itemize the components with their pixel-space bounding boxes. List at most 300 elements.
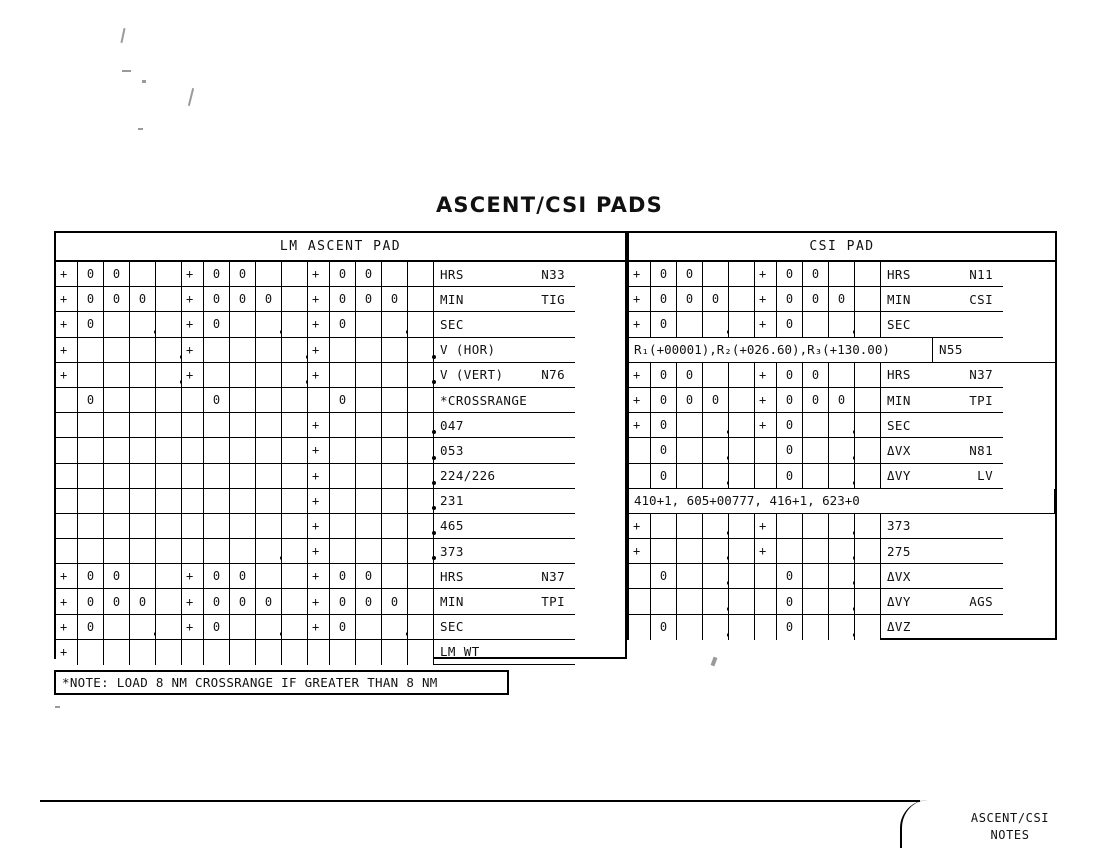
lm-ascent-cell[interactable]: 0 — [130, 589, 156, 614]
lm-ascent-cell[interactable] — [282, 615, 308, 640]
csi-cell[interactable] — [729, 312, 755, 337]
lm-ascent-cell[interactable] — [230, 312, 256, 337]
csi-cell[interactable] — [651, 589, 677, 614]
lm-ascent-cell[interactable] — [282, 413, 308, 438]
csi-cell[interactable] — [677, 413, 703, 438]
lm-ascent-cell[interactable] — [282, 388, 308, 413]
lm-ascent-cell[interactable]: + — [182, 262, 204, 287]
lm-ascent-cell[interactable]: + — [56, 640, 78, 665]
lm-ascent-cell[interactable] — [330, 363, 356, 388]
lm-ascent-cell[interactable]: + — [182, 287, 204, 312]
csi-cell[interactable] — [829, 539, 855, 564]
lm-ascent-cell[interactable] — [382, 514, 408, 539]
csi-cell[interactable] — [829, 514, 855, 539]
lm-ascent-cell[interactable] — [78, 539, 104, 564]
csi-cell[interactable] — [703, 413, 729, 438]
lm-ascent-cell[interactable] — [204, 363, 230, 388]
csi-cell[interactable] — [803, 312, 829, 337]
lm-ascent-cell[interactable]: 0 — [230, 287, 256, 312]
lm-ascent-cell[interactable] — [256, 615, 282, 640]
csi-cell[interactable]: + — [629, 388, 651, 413]
csi-cell[interactable] — [629, 438, 651, 463]
csi-cell[interactable]: 0 — [651, 312, 677, 337]
lm-ascent-cell[interactable]: + — [308, 338, 330, 363]
lm-ascent-cell[interactable]: 0 — [382, 287, 408, 312]
lm-ascent-cell[interactable]: 0 — [330, 312, 356, 337]
lm-ascent-cell[interactable] — [56, 438, 78, 463]
csi-cell[interactable]: 0 — [777, 564, 803, 589]
lm-ascent-cell[interactable] — [156, 589, 182, 614]
lm-ascent-cell[interactable] — [408, 514, 434, 539]
lm-ascent-cell[interactable]: + — [182, 589, 204, 614]
lm-ascent-cell[interactable]: 0 — [104, 287, 130, 312]
lm-ascent-cell[interactable] — [408, 489, 434, 514]
lm-ascent-cell[interactable] — [56, 464, 78, 489]
lm-ascent-cell[interactable]: + — [308, 413, 330, 438]
lm-ascent-cell[interactable] — [408, 539, 434, 564]
csi-cell[interactable] — [855, 363, 881, 388]
csi-cell[interactable] — [855, 262, 881, 287]
lm-ascent-cell[interactable]: + — [308, 262, 330, 287]
csi-cell[interactable] — [729, 464, 755, 489]
lm-ascent-cell[interactable] — [256, 413, 282, 438]
lm-ascent-cell[interactable]: 0 — [204, 287, 230, 312]
csi-cell[interactable]: + — [629, 539, 651, 564]
lm-ascent-cell[interactable]: + — [56, 363, 78, 388]
lm-ascent-cell[interactable]: 0 — [130, 287, 156, 312]
csi-cell[interactable] — [855, 438, 881, 463]
lm-ascent-cell[interactable] — [408, 312, 434, 337]
csi-cell[interactable]: + — [755, 514, 777, 539]
lm-ascent-cell[interactable] — [282, 539, 308, 564]
lm-ascent-cell[interactable] — [230, 640, 256, 665]
lm-ascent-cell[interactable]: 0 — [356, 287, 382, 312]
lm-ascent-cell[interactable] — [104, 388, 130, 413]
lm-ascent-cell[interactable]: + — [56, 564, 78, 589]
lm-ascent-cell[interactable] — [330, 438, 356, 463]
csi-cell[interactable] — [629, 564, 651, 589]
lm-ascent-cell[interactable] — [256, 262, 282, 287]
csi-cell[interactable]: 0 — [803, 262, 829, 287]
lm-ascent-cell[interactable]: 0 — [230, 564, 256, 589]
lm-ascent-cell[interactable]: 0 — [330, 262, 356, 287]
csi-cell[interactable] — [855, 312, 881, 337]
csi-cell[interactable] — [855, 589, 881, 614]
lm-ascent-cell[interactable]: 0 — [204, 564, 230, 589]
csi-cell[interactable]: 0 — [777, 312, 803, 337]
lm-ascent-cell[interactable]: 0 — [78, 388, 104, 413]
lm-ascent-cell[interactable] — [130, 615, 156, 640]
lm-ascent-cell[interactable] — [330, 338, 356, 363]
csi-cell[interactable]: 0 — [677, 262, 703, 287]
csi-cell[interactable] — [777, 539, 803, 564]
lm-ascent-cell[interactable] — [156, 438, 182, 463]
lm-ascent-cell[interactable] — [104, 640, 130, 665]
csi-cell[interactable]: 0 — [777, 438, 803, 463]
lm-ascent-cell[interactable] — [330, 539, 356, 564]
lm-ascent-cell[interactable] — [156, 539, 182, 564]
lm-ascent-cell[interactable] — [182, 388, 204, 413]
lm-ascent-cell[interactable] — [382, 312, 408, 337]
lm-ascent-cell[interactable] — [230, 338, 256, 363]
lm-ascent-cell[interactable] — [408, 464, 434, 489]
csi-cell[interactable] — [829, 438, 855, 463]
csi-cell[interactable] — [829, 589, 855, 614]
lm-ascent-cell[interactable] — [408, 589, 434, 614]
lm-ascent-cell[interactable] — [130, 388, 156, 413]
lm-ascent-cell[interactable] — [56, 514, 78, 539]
csi-cell[interactable]: 0 — [777, 589, 803, 614]
csi-cell[interactable] — [803, 589, 829, 614]
lm-ascent-cell[interactable] — [204, 464, 230, 489]
lm-ascent-cell[interactable]: + — [56, 615, 78, 640]
csi-cell[interactable] — [677, 539, 703, 564]
lm-ascent-cell[interactable] — [78, 514, 104, 539]
csi-cell[interactable] — [677, 589, 703, 614]
lm-ascent-cell[interactable] — [182, 539, 204, 564]
csi-cell[interactable] — [629, 464, 651, 489]
csi-cell[interactable]: 0 — [777, 615, 803, 640]
csi-cell[interactable] — [703, 312, 729, 337]
csi-cell[interactable]: 0 — [677, 363, 703, 388]
lm-ascent-cell[interactable] — [156, 338, 182, 363]
lm-ascent-cell[interactable] — [382, 438, 408, 463]
csi-cell[interactable]: 0 — [803, 363, 829, 388]
lm-ascent-cell[interactable] — [104, 514, 130, 539]
lm-ascent-cell[interactable] — [204, 338, 230, 363]
lm-ascent-cell[interactable] — [104, 312, 130, 337]
csi-cell[interactable]: 0 — [677, 388, 703, 413]
lm-ascent-cell[interactable] — [356, 489, 382, 514]
lm-ascent-cell[interactable] — [230, 489, 256, 514]
lm-ascent-cell[interactable] — [356, 312, 382, 337]
csi-cell[interactable]: 0 — [829, 388, 855, 413]
lm-ascent-cell[interactable] — [130, 438, 156, 463]
csi-cell[interactable] — [677, 312, 703, 337]
csi-cell[interactable] — [729, 388, 755, 413]
lm-ascent-cell[interactable]: + — [308, 287, 330, 312]
csi-cell[interactable]: 0 — [777, 262, 803, 287]
csi-cell[interactable]: 0 — [703, 388, 729, 413]
lm-ascent-cell[interactable] — [104, 615, 130, 640]
lm-ascent-cell[interactable] — [282, 464, 308, 489]
csi-cell[interactable] — [677, 514, 703, 539]
lm-ascent-cell[interactable] — [56, 539, 78, 564]
lm-ascent-cell[interactable] — [104, 489, 130, 514]
lm-ascent-cell[interactable] — [330, 640, 356, 665]
lm-ascent-cell[interactable] — [330, 413, 356, 438]
lm-ascent-cell[interactable] — [130, 338, 156, 363]
lm-ascent-cell[interactable] — [256, 338, 282, 363]
lm-ascent-cell[interactable] — [78, 413, 104, 438]
lm-ascent-cell[interactable] — [104, 464, 130, 489]
csi-cell[interactable] — [755, 589, 777, 614]
csi-cell[interactable]: 0 — [651, 438, 677, 463]
lm-ascent-cell[interactable]: 0 — [104, 564, 130, 589]
lm-ascent-cell[interactable] — [182, 413, 204, 438]
csi-cell[interactable] — [703, 262, 729, 287]
csi-cell[interactable] — [803, 438, 829, 463]
csi-cell[interactable] — [677, 564, 703, 589]
lm-ascent-cell[interactable] — [282, 489, 308, 514]
lm-ascent-cell[interactable] — [230, 438, 256, 463]
csi-cell[interactable]: + — [755, 312, 777, 337]
csi-cell[interactable] — [729, 514, 755, 539]
csi-cell[interactable] — [703, 615, 729, 640]
lm-ascent-cell[interactable] — [256, 438, 282, 463]
csi-cell[interactable] — [829, 564, 855, 589]
csi-cell[interactable] — [729, 363, 755, 388]
csi-cell[interactable] — [855, 514, 881, 539]
lm-ascent-cell[interactable] — [204, 514, 230, 539]
lm-ascent-cell[interactable] — [204, 539, 230, 564]
csi-cell[interactable] — [703, 438, 729, 463]
lm-ascent-cell[interactable]: 0 — [330, 615, 356, 640]
lm-ascent-cell[interactable] — [156, 388, 182, 413]
lm-ascent-cell[interactable] — [156, 363, 182, 388]
lm-ascent-cell[interactable] — [408, 564, 434, 589]
csi-cell[interactable]: 0 — [651, 287, 677, 312]
lm-ascent-cell[interactable]: + — [182, 312, 204, 337]
lm-ascent-cell[interactable]: + — [308, 363, 330, 388]
csi-cell[interactable] — [729, 589, 755, 614]
lm-ascent-cell[interactable] — [382, 363, 408, 388]
lm-ascent-cell[interactable] — [182, 514, 204, 539]
lm-ascent-cell[interactable] — [78, 438, 104, 463]
lm-ascent-cell[interactable] — [330, 514, 356, 539]
csi-cell[interactable] — [729, 287, 755, 312]
csi-cell[interactable]: 0 — [651, 363, 677, 388]
lm-ascent-cell[interactable]: 0 — [230, 589, 256, 614]
lm-ascent-cell[interactable] — [78, 464, 104, 489]
csi-cell[interactable]: + — [755, 363, 777, 388]
csi-cell[interactable]: 0 — [803, 287, 829, 312]
csi-cell[interactable] — [703, 363, 729, 388]
csi-cell[interactable]: 0 — [651, 388, 677, 413]
lm-ascent-cell[interactable]: 0 — [382, 589, 408, 614]
csi-cell[interactable] — [677, 615, 703, 640]
lm-ascent-cell[interactable] — [282, 262, 308, 287]
lm-ascent-cell[interactable]: + — [182, 564, 204, 589]
lm-ascent-cell[interactable]: 0 — [330, 564, 356, 589]
csi-cell[interactable]: + — [629, 413, 651, 438]
lm-ascent-cell[interactable] — [408, 640, 434, 665]
lm-ascent-cell[interactable]: 0 — [78, 615, 104, 640]
lm-ascent-cell[interactable] — [256, 464, 282, 489]
csi-cell[interactable] — [803, 413, 829, 438]
lm-ascent-cell[interactable] — [156, 464, 182, 489]
csi-cell[interactable]: + — [629, 287, 651, 312]
lm-ascent-cell[interactable] — [382, 615, 408, 640]
lm-ascent-cell[interactable]: 0 — [330, 287, 356, 312]
lm-ascent-cell[interactable] — [382, 640, 408, 665]
csi-cell[interactable] — [755, 564, 777, 589]
lm-ascent-cell[interactable]: 0 — [356, 262, 382, 287]
lm-ascent-cell[interactable] — [78, 489, 104, 514]
lm-ascent-cell[interactable]: 0 — [78, 287, 104, 312]
csi-cell[interactable] — [703, 514, 729, 539]
csi-cell[interactable]: 0 — [651, 464, 677, 489]
csi-cell[interactable]: 0 — [803, 388, 829, 413]
lm-ascent-cell[interactable] — [282, 363, 308, 388]
lm-ascent-cell[interactable] — [230, 514, 256, 539]
lm-ascent-cell[interactable] — [356, 438, 382, 463]
csi-cell[interactable] — [729, 438, 755, 463]
csi-cell[interactable] — [651, 514, 677, 539]
lm-ascent-cell[interactable] — [382, 464, 408, 489]
csi-cell[interactable]: 0 — [703, 287, 729, 312]
csi-cell[interactable]: + — [629, 262, 651, 287]
lm-ascent-cell[interactable] — [408, 363, 434, 388]
lm-ascent-cell[interactable]: + — [308, 464, 330, 489]
lm-ascent-cell[interactable] — [130, 312, 156, 337]
csi-cell[interactable]: 0 — [777, 413, 803, 438]
lm-ascent-cell[interactable] — [130, 262, 156, 287]
lm-ascent-cell[interactable]: 0 — [104, 589, 130, 614]
csi-cell[interactable]: 0 — [777, 464, 803, 489]
lm-ascent-cell[interactable]: 0 — [104, 262, 130, 287]
lm-ascent-cell[interactable]: 0 — [78, 312, 104, 337]
lm-ascent-cell[interactable] — [256, 539, 282, 564]
csi-cell[interactable] — [829, 363, 855, 388]
csi-cell[interactable]: 0 — [651, 564, 677, 589]
csi-cell[interactable] — [829, 615, 855, 640]
csi-cell[interactable] — [855, 564, 881, 589]
lm-ascent-cell[interactable] — [130, 363, 156, 388]
lm-ascent-cell[interactable]: + — [308, 589, 330, 614]
csi-cell[interactable] — [855, 388, 881, 413]
lm-ascent-cell[interactable] — [130, 539, 156, 564]
csi-cell[interactable] — [703, 464, 729, 489]
lm-ascent-cell[interactable] — [104, 539, 130, 564]
lm-ascent-cell[interactable] — [182, 438, 204, 463]
lm-ascent-cell[interactable]: 0 — [230, 262, 256, 287]
lm-ascent-cell[interactable] — [78, 338, 104, 363]
lm-ascent-cell[interactable] — [330, 464, 356, 489]
lm-ascent-cell[interactable] — [230, 539, 256, 564]
lm-ascent-cell[interactable] — [204, 640, 230, 665]
lm-ascent-cell[interactable] — [256, 564, 282, 589]
lm-ascent-cell[interactable]: 0 — [78, 262, 104, 287]
lm-ascent-cell[interactable] — [78, 640, 104, 665]
lm-ascent-cell[interactable]: 0 — [256, 287, 282, 312]
csi-cell[interactable] — [855, 539, 881, 564]
csi-cell[interactable] — [755, 438, 777, 463]
csi-cell[interactable] — [803, 464, 829, 489]
lm-ascent-cell[interactable]: + — [56, 312, 78, 337]
lm-ascent-cell[interactable] — [182, 464, 204, 489]
csi-cell[interactable] — [729, 564, 755, 589]
lm-ascent-cell[interactable] — [256, 388, 282, 413]
csi-cell[interactable]: + — [755, 388, 777, 413]
csi-cell[interactable]: + — [755, 287, 777, 312]
lm-ascent-cell[interactable]: + — [308, 489, 330, 514]
lm-ascent-cell[interactable] — [156, 413, 182, 438]
lm-ascent-cell[interactable]: + — [182, 615, 204, 640]
lm-ascent-cell[interactable] — [256, 514, 282, 539]
lm-ascent-cell[interactable]: 0 — [204, 262, 230, 287]
csi-cell[interactable] — [729, 262, 755, 287]
lm-ascent-cell[interactable] — [356, 514, 382, 539]
lm-ascent-cell[interactable] — [130, 464, 156, 489]
csi-cell[interactable] — [829, 262, 855, 287]
lm-ascent-cell[interactable] — [356, 338, 382, 363]
csi-cell[interactable]: 0 — [651, 413, 677, 438]
lm-ascent-cell[interactable] — [156, 287, 182, 312]
csi-cell[interactable]: 0 — [777, 388, 803, 413]
lm-ascent-cell[interactable] — [130, 640, 156, 665]
lm-ascent-cell[interactable] — [356, 640, 382, 665]
lm-ascent-cell[interactable] — [156, 312, 182, 337]
lm-ascent-cell[interactable] — [78, 363, 104, 388]
lm-ascent-cell[interactable] — [156, 564, 182, 589]
lm-ascent-cell[interactable] — [356, 413, 382, 438]
csi-cell[interactable] — [803, 514, 829, 539]
csi-cell[interactable] — [855, 615, 881, 640]
lm-ascent-cell[interactable]: + — [56, 262, 78, 287]
lm-ascent-cell[interactable]: 0 — [204, 388, 230, 413]
lm-ascent-cell[interactable] — [156, 262, 182, 287]
csi-cell[interactable]: + — [629, 514, 651, 539]
lm-ascent-cell[interactable] — [182, 489, 204, 514]
lm-ascent-cell[interactable] — [104, 363, 130, 388]
csi-cell[interactable]: 0 — [651, 615, 677, 640]
lm-ascent-cell[interactable] — [56, 489, 78, 514]
lm-ascent-cell[interactable] — [356, 539, 382, 564]
csi-cell[interactable]: + — [755, 413, 777, 438]
lm-ascent-cell[interactable] — [230, 363, 256, 388]
lm-ascent-cell[interactable] — [156, 489, 182, 514]
lm-ascent-cell[interactable] — [408, 338, 434, 363]
lm-ascent-cell[interactable]: 0 — [204, 615, 230, 640]
lm-ascent-cell[interactable]: 0 — [356, 589, 382, 614]
lm-ascent-cell[interactable] — [408, 438, 434, 463]
csi-cell[interactable]: + — [629, 363, 651, 388]
lm-ascent-cell[interactable] — [282, 287, 308, 312]
lm-ascent-cell[interactable] — [408, 615, 434, 640]
csi-cell[interactable] — [729, 413, 755, 438]
lm-ascent-cell[interactable] — [282, 312, 308, 337]
lm-ascent-cell[interactable]: + — [182, 338, 204, 363]
lm-ascent-cell[interactable]: + — [56, 589, 78, 614]
csi-cell[interactable] — [677, 438, 703, 463]
csi-cell[interactable] — [829, 464, 855, 489]
lm-ascent-cell[interactable] — [382, 413, 408, 438]
lm-ascent-cell[interactable] — [130, 564, 156, 589]
csi-cell[interactable]: 0 — [677, 287, 703, 312]
lm-ascent-cell[interactable]: 0 — [78, 589, 104, 614]
lm-ascent-cell[interactable] — [204, 413, 230, 438]
lm-ascent-cell[interactable] — [382, 338, 408, 363]
lm-ascent-cell[interactable] — [230, 388, 256, 413]
lm-ascent-cell[interactable] — [130, 489, 156, 514]
lm-ascent-cell[interactable]: 0 — [330, 589, 356, 614]
csi-cell[interactable] — [829, 413, 855, 438]
csi-cell[interactable]: 0 — [777, 287, 803, 312]
lm-ascent-cell[interactable] — [156, 640, 182, 665]
lm-ascent-cell[interactable] — [382, 489, 408, 514]
lm-ascent-cell[interactable] — [230, 464, 256, 489]
csi-cell[interactable] — [803, 564, 829, 589]
lm-ascent-cell[interactable] — [382, 564, 408, 589]
lm-ascent-cell[interactable] — [130, 514, 156, 539]
lm-ascent-cell[interactable] — [308, 640, 330, 665]
lm-ascent-cell[interactable]: 0 — [204, 589, 230, 614]
csi-cell[interactable] — [829, 312, 855, 337]
lm-ascent-cell[interactable] — [282, 640, 308, 665]
lm-ascent-cell[interactable] — [104, 438, 130, 463]
lm-ascent-cell[interactable] — [308, 388, 330, 413]
